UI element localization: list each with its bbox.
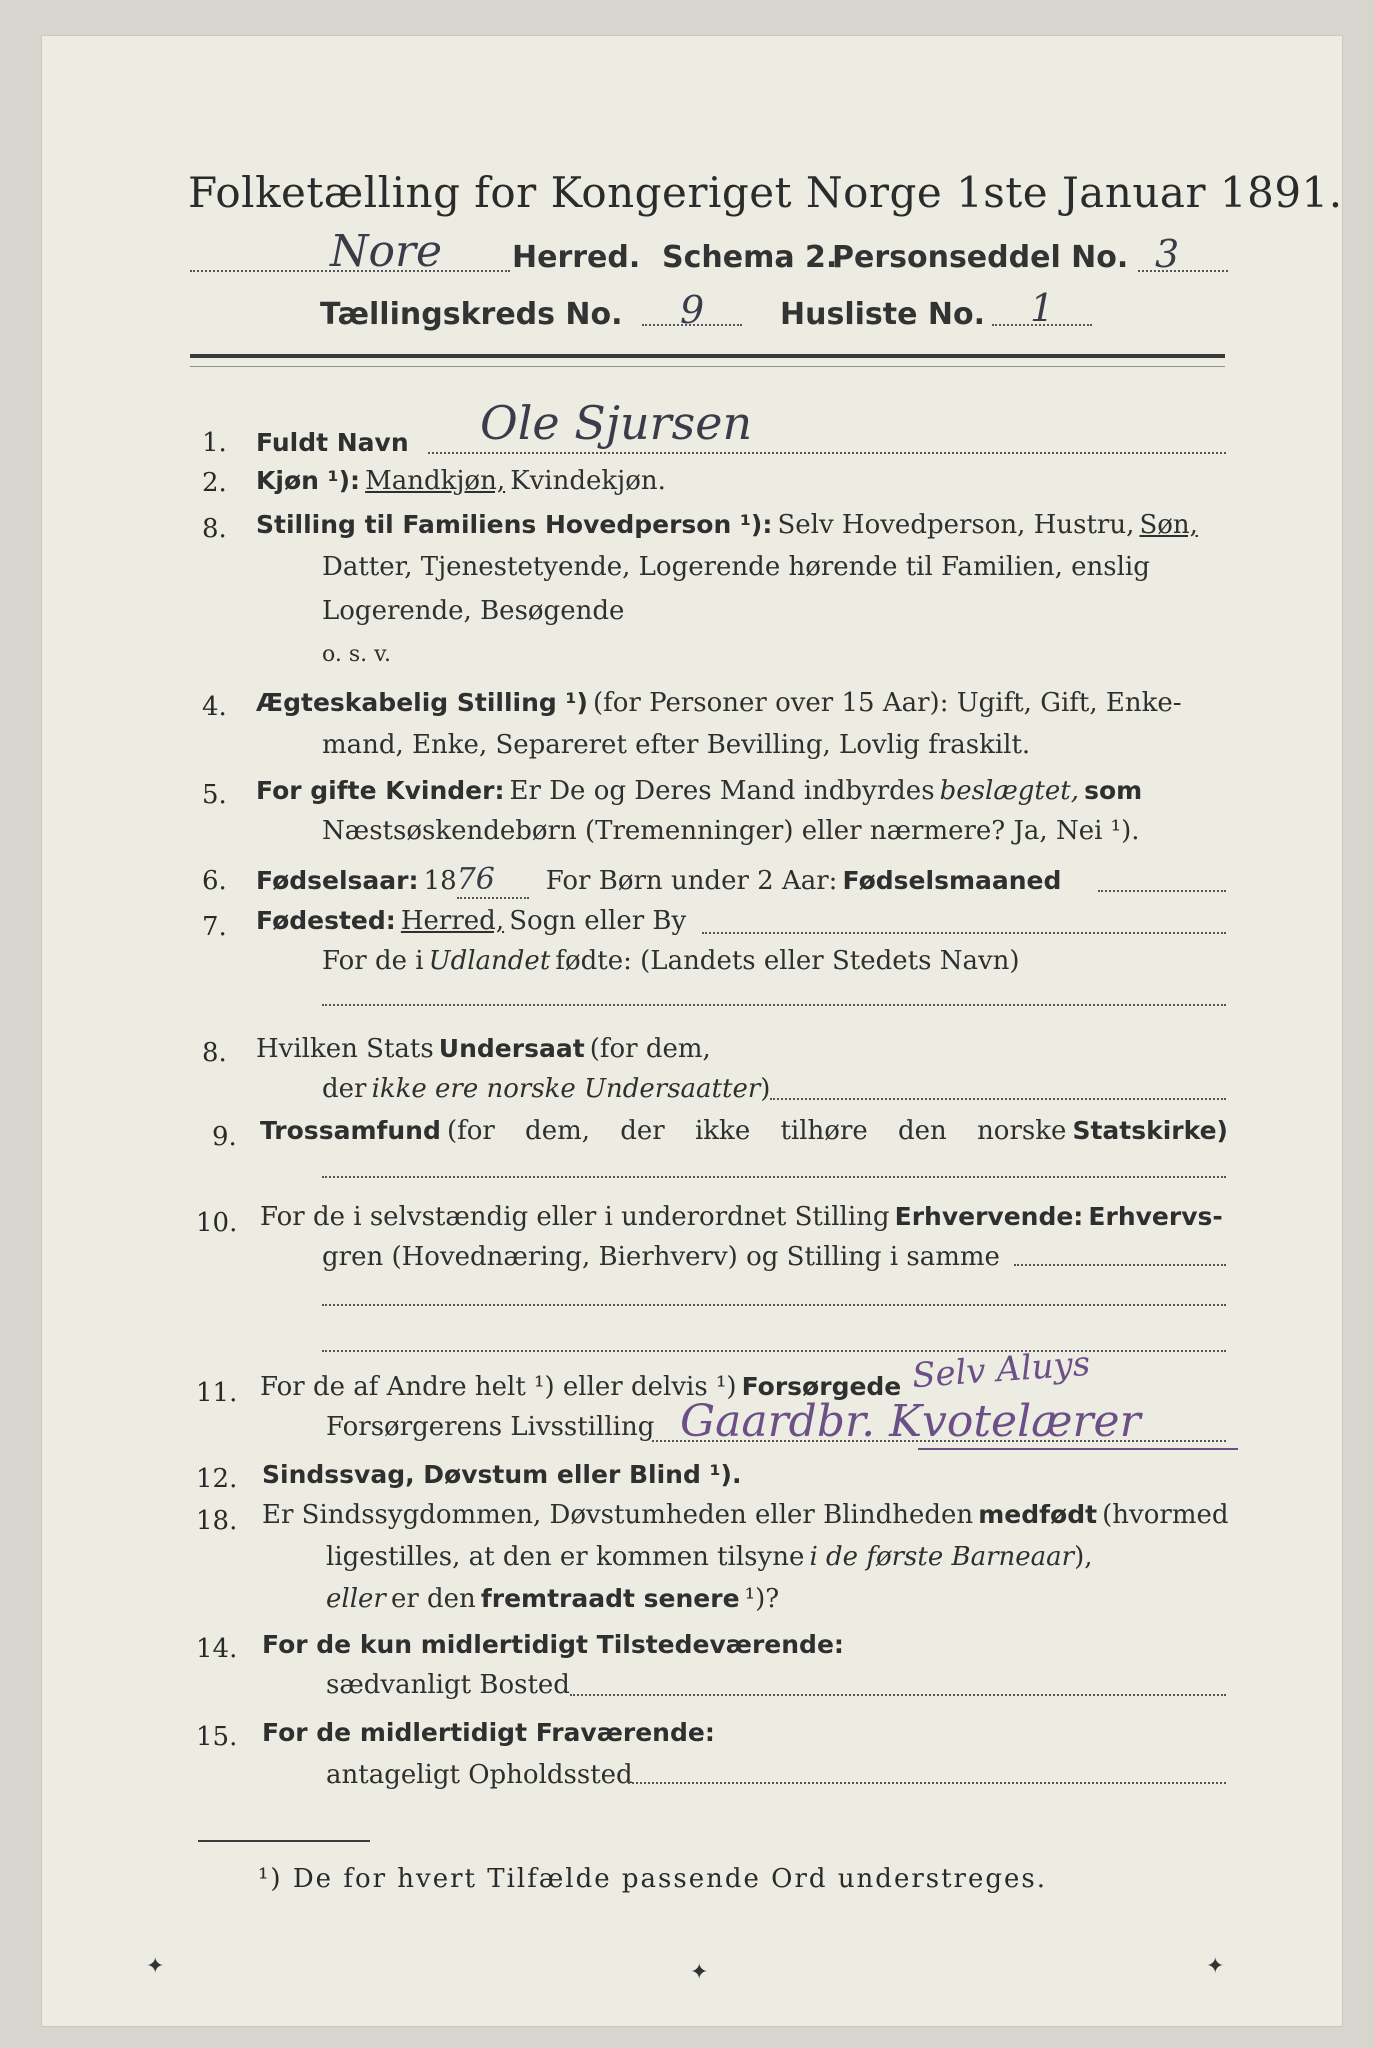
- item-5-line1c: som: [1084, 776, 1143, 805]
- herred-value: Nore: [330, 226, 443, 277]
- item-9-row: [260, 1116, 1228, 1146]
- footnote-rule: [198, 1840, 370, 1842]
- item-13-line2b: i de første Barneaar: [809, 1542, 1075, 1572]
- item-10-number: 10.: [196, 1208, 238, 1238]
- item-11-line2: Forsørgerens Livsstilling: [326, 1412, 655, 1442]
- item-4-label: Ægteskabelig Stilling ¹): [256, 688, 588, 717]
- item-5-number: 5.: [202, 780, 227, 810]
- item-4-number: 4.: [202, 692, 227, 722]
- item-13-line1b: medfødt: [978, 1500, 1098, 1529]
- item-2-number: 2.: [202, 468, 227, 498]
- item-3-son: Søn,: [1139, 510, 1198, 540]
- item-11-value1: Selv Aluys: [910, 1343, 1092, 1397]
- item-8-line2a: der: [322, 1074, 367, 1104]
- item-2-row: [256, 466, 666, 496]
- item-7-herred: Herred,: [400, 906, 505, 936]
- item-13-line1a: Er Sindssygdommen, Døvstumheden eller Blindheden: [262, 1500, 974, 1530]
- item-14-line: [570, 1694, 1226, 1696]
- item-7-line2: [322, 1004, 1226, 1006]
- item-9-label: Trossamfund: [260, 1116, 441, 1145]
- item-12-number: 12.: [196, 1464, 238, 1494]
- header-rule: [190, 354, 1225, 358]
- item-13-line3c: fremtraadt senere: [480, 1584, 740, 1613]
- item-13-row2: [326, 1542, 1093, 1572]
- item-3-line2: Datter, Tjenestetyende, Logerende hørende til Familien, enslig: [322, 552, 1150, 582]
- personseddel-value: 3: [1155, 232, 1180, 276]
- item-5-line2: Næstsøskendebørn (Tremenninger) eller nærmere? Ja, Nei ¹).: [322, 816, 1140, 846]
- item-13-line3b: er den: [390, 1584, 476, 1614]
- item-6-label2: Fødselsmaaned: [842, 866, 1062, 895]
- item-6-text2: For Børn under 2 Aar:: [545, 866, 838, 896]
- item-13-line2a: ligestilles, at den er kommen tilsyne: [326, 1542, 805, 1572]
- item-11-value2: Gaardbr. Kvotelærer: [680, 1396, 1141, 1447]
- item-5-line1b: beslægtet,: [939, 776, 1079, 806]
- husliste-value: 1: [1030, 286, 1055, 330]
- item-7-line2c: fødte: (Landets eller Stedets Navn): [555, 946, 1020, 976]
- item-14-number: 14.: [196, 1634, 238, 1664]
- item-14-line2: sædvanligt Bosted: [326, 1670, 570, 1700]
- item-13-row3: [326, 1584, 779, 1614]
- herred-label: Herred.: [512, 240, 641, 275]
- item-7-line: [702, 932, 1226, 934]
- item-3-number: 8.: [202, 514, 227, 544]
- item-8-row: [256, 1034, 711, 1064]
- schema-label: Schema 2.: [662, 240, 838, 275]
- item-8-number: 8.: [202, 1038, 227, 1068]
- item-3-line1: Selv Hovedperson, Hustru,: [777, 510, 1135, 540]
- item-9-line: [322, 1176, 1226, 1178]
- item-8-label: Undersaat: [438, 1034, 585, 1063]
- item-13-line2c: ),: [1074, 1542, 1093, 1572]
- item-8-line2b: ikke ere norske Undersaatter: [371, 1074, 761, 1104]
- item-1-label: Fuldt Navn: [256, 428, 409, 457]
- item-1-number: 1.: [202, 428, 227, 458]
- item-3-line3: Logerende, Besøgende: [322, 596, 625, 626]
- item-12-label: Sindssvag, Døvstum eller Blind ¹).: [262, 1460, 742, 1489]
- item-9-number: 9.: [212, 1122, 237, 1152]
- item-2-opt1: Mandkjøn,: [365, 466, 506, 496]
- item-7-rest: Sogn eller By: [509, 906, 687, 936]
- item-13-row1: [262, 1500, 1229, 1530]
- item-9-text: (for dem, der ikke tilhøre den norske: [446, 1116, 1067, 1146]
- item-4-line2: mand, Enke, Separeret efter Bevilling, Lovlig fraskilt.: [322, 730, 1031, 760]
- item-11-number: 11.: [196, 1378, 238, 1408]
- item-14-label: For de kun midlertidigt Tilstedeværende:: [262, 1630, 844, 1659]
- item-10-label2: Erhvervs-: [1088, 1202, 1223, 1231]
- item-7-number: 7.: [202, 912, 227, 942]
- item-8-text2: (for dem,: [589, 1034, 711, 1064]
- corner-mark-right-icon: ✦: [1206, 1954, 1225, 1979]
- item-7-line2b: Udlandet: [428, 946, 551, 976]
- item-6-line: [1098, 890, 1226, 892]
- footnote: ¹) De for hvert Tilfælde passende Ord understreges.: [258, 1864, 1048, 1894]
- item-5-label: For gifte Kvinder:: [256, 776, 505, 805]
- item-10-line2-dots: [322, 1304, 1226, 1306]
- item-11-value-underline: [918, 1448, 1238, 1450]
- kreds-label: Tællingskreds No.: [320, 297, 623, 332]
- corner-mark-left-icon: ✦: [146, 1954, 165, 1979]
- form-title: Folketælling for Kongeriget Norge 1ste Januar 1891.: [188, 168, 1343, 217]
- item-10-label: Erhvervende:: [894, 1202, 1084, 1231]
- item-13-line3a: eller: [326, 1584, 386, 1614]
- item-15-line2: antageligt Opholdssted: [326, 1760, 633, 1790]
- item-4-row: [256, 688, 1182, 718]
- item-8-row2: [322, 1074, 770, 1104]
- husliste-label: Husliste No.: [780, 297, 985, 332]
- item-2-label: Kjøn ¹):: [256, 466, 360, 495]
- item-10-line2: gren (Hovednæring, Bierhverv) og Stilling i samme: [322, 1242, 1000, 1272]
- item-13-line1c: (hvormed: [1102, 1500, 1229, 1530]
- item-7-row: [256, 906, 686, 936]
- item-6-value: 76: [457, 862, 529, 899]
- item-3-line4: o. s. v.: [322, 642, 391, 667]
- item-15-number: 15.: [196, 1722, 238, 1752]
- item-7-row2: [322, 946, 1020, 976]
- header-rule-thin: [190, 366, 1225, 367]
- item-10-line1: [1014, 1264, 1226, 1266]
- item-5-line1a: Er De og Deres Mand indbyrdes: [509, 776, 935, 806]
- item-3-label: Stilling til Familiens Hovedperson ¹):: [256, 510, 773, 539]
- item-5-row: [256, 776, 1142, 806]
- item-13-line3d: ¹)?: [744, 1584, 780, 1614]
- personseddel-label: Personseddel No.: [832, 240, 1129, 275]
- item-8-text1: Hvilken Stats: [256, 1034, 434, 1064]
- item-1-line: [428, 452, 1226, 454]
- item-8-line: [770, 1098, 1226, 1100]
- item-8-line2c: ): [760, 1074, 771, 1104]
- item-15-line: [628, 1782, 1226, 1784]
- item-6-label: Fødselsaar:: [256, 866, 419, 895]
- item-4-line1: (for Personer over 15 Aar): Ugift, Gift, Enke-: [593, 688, 1182, 718]
- item-1-value: Ole Sjursen: [480, 396, 753, 450]
- item-9-label2: Statskirke): [1072, 1116, 1228, 1145]
- personseddel-field-line: [1138, 270, 1228, 272]
- item-6-row: [256, 862, 1061, 899]
- item-10-text1: For de i selvstændig eller i underordnet Stilling: [260, 1202, 890, 1232]
- item-13-number: 18.: [196, 1506, 238, 1536]
- item-15-label: For de midlertidigt Fraværende:: [262, 1718, 715, 1747]
- item-6-number: 6.: [202, 866, 227, 896]
- item-6-prefix: 18: [423, 866, 457, 896]
- item-7-line2a: For de i: [322, 946, 424, 976]
- item-11-text1: For de af Andre helt ¹) eller delvis ¹): [260, 1372, 737, 1402]
- corner-mark-center-icon: ✦: [690, 1960, 709, 1985]
- item-11-label: Forsørgede: [741, 1372, 902, 1401]
- item-10-line3-dots: [322, 1350, 1226, 1352]
- item-2-opt2: Kvindekjøn.: [510, 466, 666, 496]
- kreds-value: 9: [680, 288, 705, 332]
- item-3-row: [256, 510, 1198, 540]
- item-10-row: [260, 1202, 1223, 1232]
- item-7-label: Fødested:: [256, 906, 396, 935]
